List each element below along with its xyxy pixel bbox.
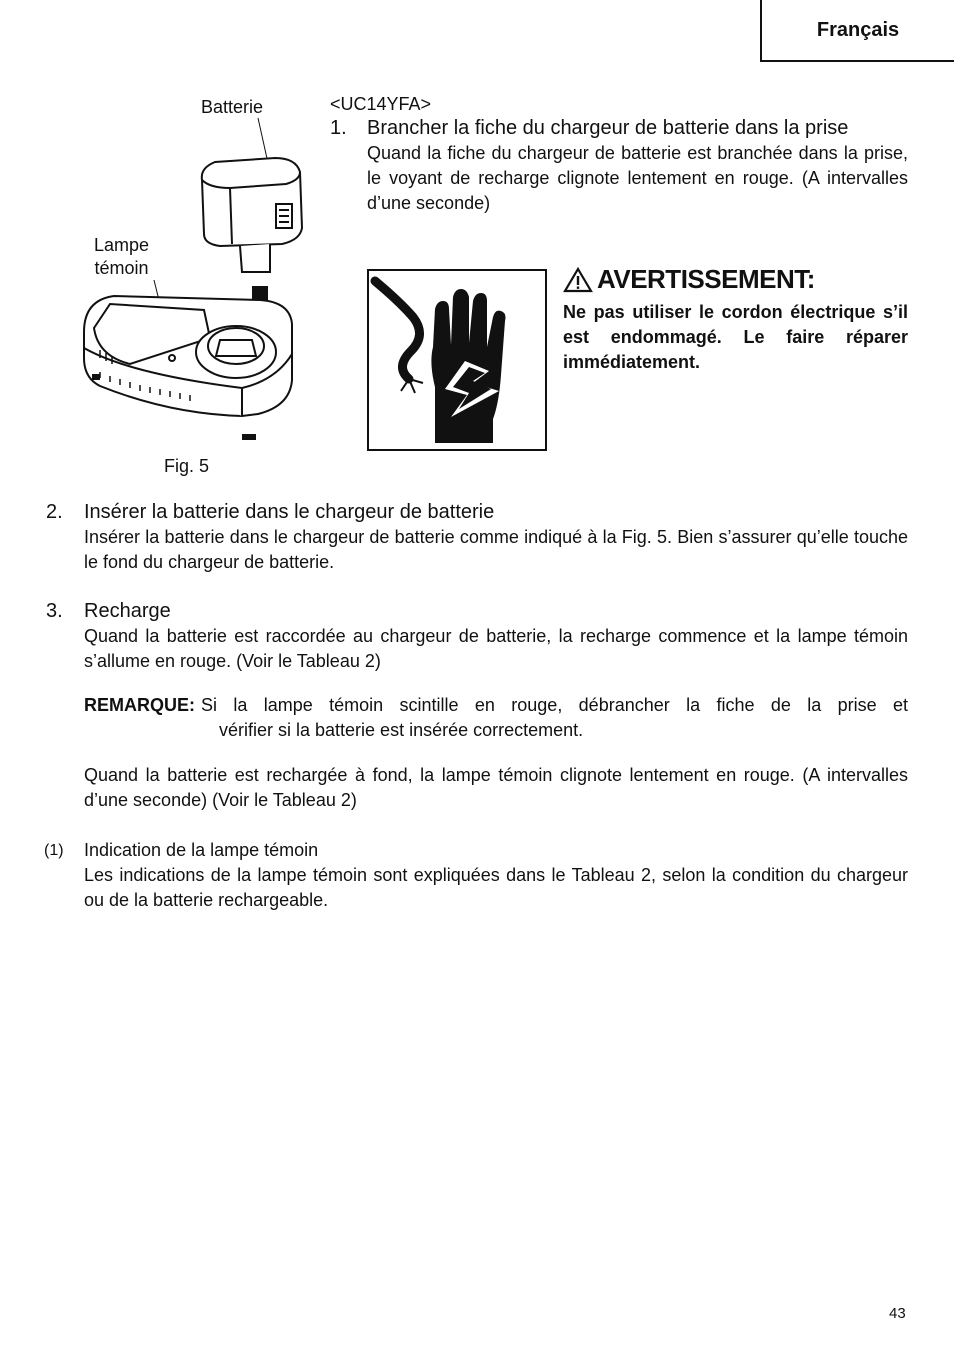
step-title: Insérer la batterie dans le chargeur de batterie (84, 501, 495, 523)
step-body: Quand la batterie est raccordée au chargeur de batterie, la recharge commence et la lampe témoin s’allume en rouge. (Voir le Tableau 2) (84, 626, 908, 671)
page-number: 43 (889, 1305, 906, 1322)
step-body: Quand la fiche du chargeur de batterie est branchée dans la prise, le voyant de recharge clignote lentement en rouge. (A intervalles d’une seconde) (367, 143, 908, 213)
warning-title (563, 264, 815, 295)
electric-shock-pictogram (367, 269, 547, 451)
language-label: Français (816, 18, 900, 41)
step-title: Recharge (84, 600, 171, 622)
step-number: 3. (46, 600, 63, 622)
note-text-line2: vérifier si la batterie est insérée correctement. (219, 720, 584, 740)
step-1 (330, 116, 908, 216)
lamp-indication-section (44, 838, 908, 913)
note (84, 693, 908, 743)
charger-illustration (70, 88, 340, 488)
step-number: 2. (46, 501, 63, 523)
note-text-line1: Si la lampe témoin scintille en rouge, débrancher la fiche de la prise et (201, 695, 908, 715)
model-label: <UC14YFA> (330, 94, 432, 114)
sub-body: Les indications de la lampe témoin sont expliquées dans le Tableau 2, selon la condition du chargeur ou de la batterie rechargeable. (84, 865, 908, 910)
warning-triangle-icon (563, 267, 593, 293)
warning-title-text: AVERTISSEMENT: (597, 264, 815, 294)
language-tab (760, 0, 954, 62)
battery-pack (202, 158, 302, 272)
note-label: REMARQUE: (84, 695, 195, 715)
label-lamp: Lampe témoin (94, 235, 150, 278)
full-charge-paragraph: Quand la batterie est rechargée à fond, la lampe témoin clignote lentement en rouge. (A intervalles d’une seconde) (Voir le Tableau 2) (84, 765, 908, 810)
figure-caption: Fig. 5 (164, 456, 210, 476)
sub-title: Indication de la lampe témoin (84, 840, 319, 860)
label-battery: Batterie (201, 97, 264, 117)
charger-body (84, 296, 292, 416)
sub-number: (1) (44, 842, 64, 859)
warning-text: Ne pas utiliser le cordon électrique s’il est endommagé. Le faire réparer immédiatement. (563, 302, 908, 372)
damaged-cord-hand-icon (369, 271, 545, 449)
step-number: 1. (330, 117, 347, 139)
step-2 (46, 500, 908, 575)
step-body: Insérer la batterie dans le chargeur de batterie comme indiqué à la Fig. 5. Bien s’assurer qu’elle touche le fond du chargeur de batterie. (84, 527, 908, 572)
step-3 (46, 599, 908, 674)
step-title: Brancher la fiche du chargeur de batterie dans la prise (367, 117, 849, 139)
figure-5 (70, 88, 340, 488)
